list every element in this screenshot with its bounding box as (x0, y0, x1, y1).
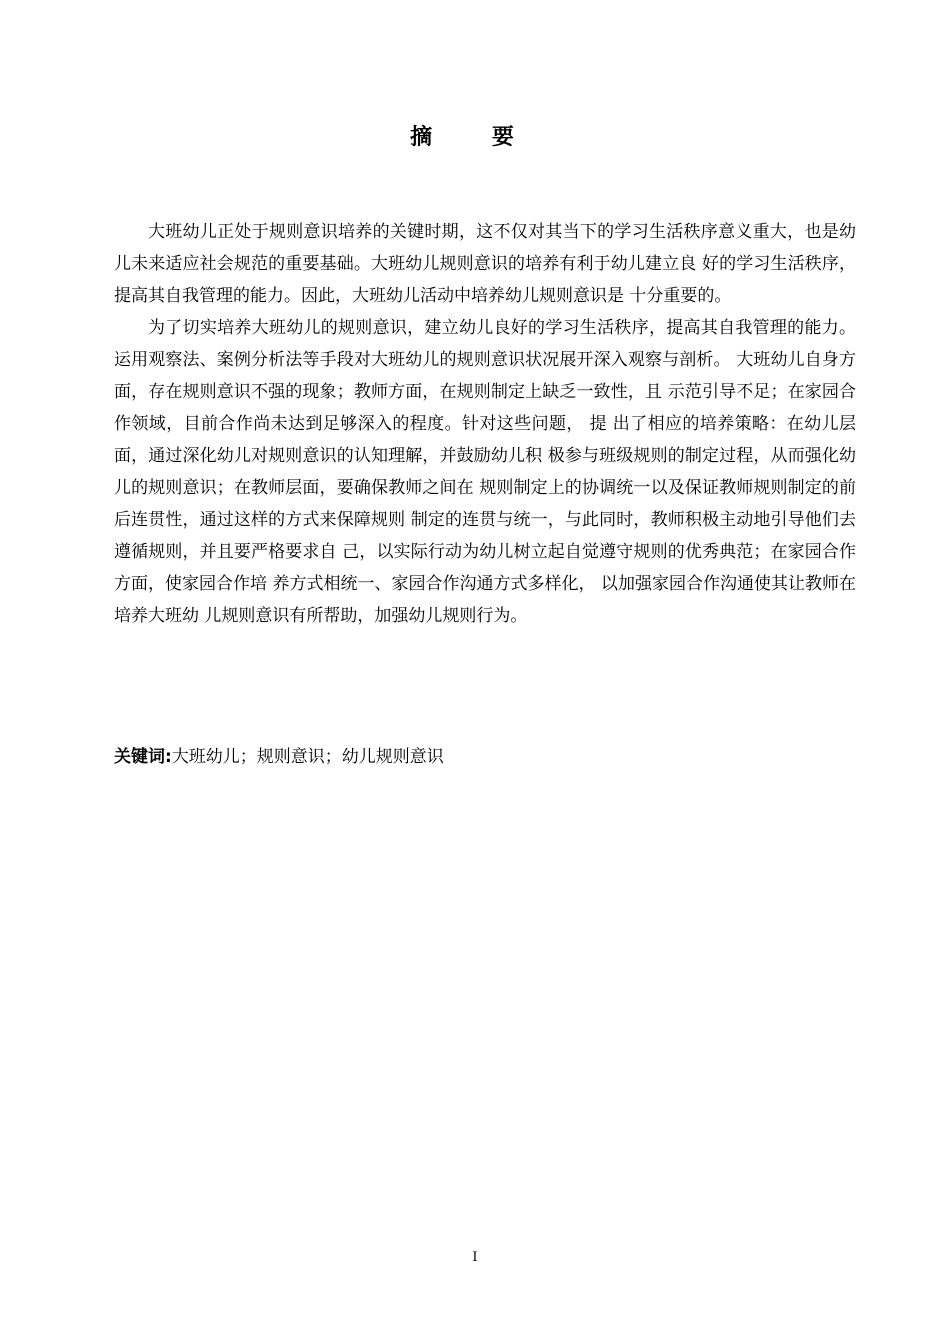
abstract-body (114, 216, 856, 632)
keywords-line (114, 743, 856, 771)
keywords-label: 关键词: (114, 747, 172, 767)
page-number: I (472, 1250, 478, 1265)
keywords-value: 大班幼儿；规则意识；幼儿规则意识 (171, 747, 444, 767)
abstract-title: 摘 要 (410, 125, 540, 150)
abstract-paragraph-1: 大班幼儿正处于规则意识培养的关键时期，这不仅对其当下的学习生活秩序意义重大，也是幼儿未来适应社会规范的重要基础。大班幼儿规则意识的培养有利于幼儿建立良 好的学习生活秩序，提高其自我管理的能力。因此，大班幼儿活动中培养幼儿规则意识是 十分重要的。 (114, 222, 856, 306)
abstract-paragraph-2: 为了切实培养大班幼儿的规则意识，建立幼儿良好的学习生活秩序，提高其自我管理的能力。运用观察法、案例分析法等手段对大班幼儿的规则意识状况展开深入观察与剖析。 大班幼儿自身方面，存在规则意识不强的现象；教师方面，在规则制定上缺乏一致性，且 示范引导不足；在家园合作领域，目前合作尚未达到足够深入的程度。针对这些问题， 提 出了相应的培养策略：在幼儿层面，通过深化幼儿对规则意识的认知理解，并鼓励幼儿积 极参与班级规则的制定过程，从而强化幼儿的规则意识；在教师层面，要确保教师之间在 规则制定上的协调统一以及保证教师规则制定的前后连贯性，通过这样的方式来保障规则 制定的连贯与统一，与此同时，教师积极主动地引导他们去遵循规则，并且要严格要求自 己，以实际行动为幼儿树立起自觉遵守规则的优秀典范；在家园合作方面，使家园合作培 养方式相统一、家园合作沟通方式多样化， 以加强家园合作沟通使其让教师在培养大班幼 儿规则意识有所帮助，加强幼儿规则行为。 (114, 318, 856, 626)
